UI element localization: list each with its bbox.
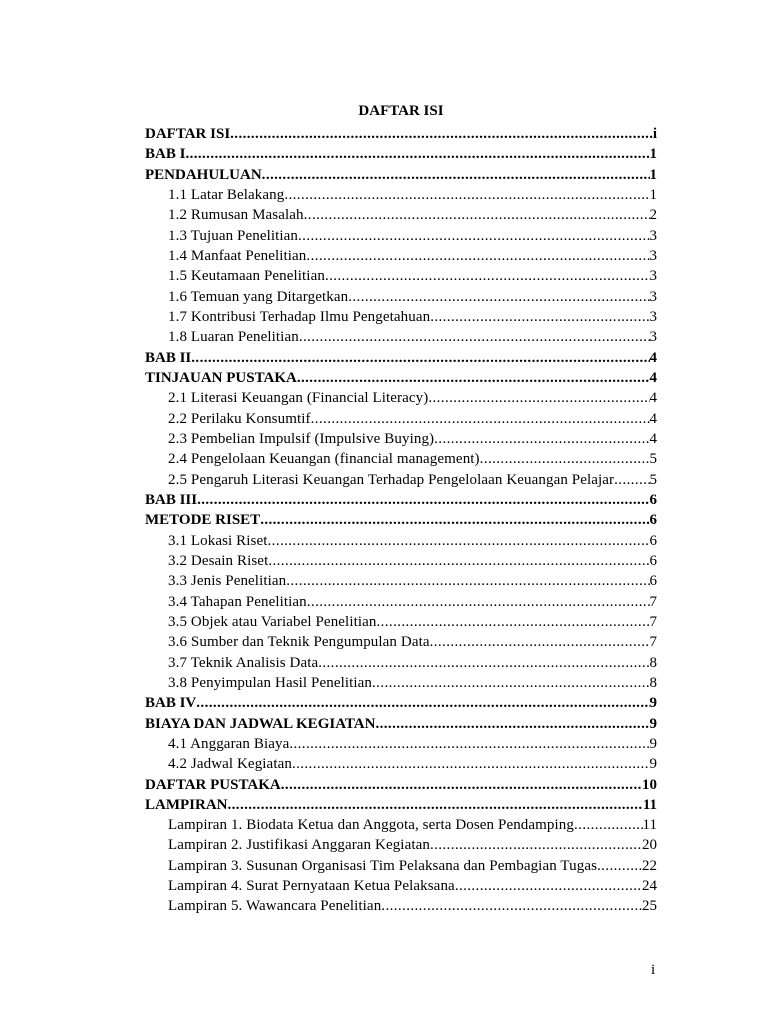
toc-entry-title: 3.4 Tahapan Penelitian [168,593,307,610]
toc-entry-title: 1.6 Temuan yang Ditargetkan [168,288,349,305]
dot-leader [197,490,649,510]
toc-heading-row [145,490,657,510]
dot-leader [325,266,650,286]
dot-leader [228,795,643,815]
page-number: i [651,962,656,978]
toc-page-number: 3 [649,288,657,305]
toc-page-number: 25 [642,898,657,915]
toc-entry-title: 2.4 Pengelolaan Keuangan (financial management) [168,451,480,468]
toc-subentry-row [145,876,657,896]
toc-entry-title: PENDAHULUAN [145,166,262,183]
toc-subentry-row [145,653,657,673]
toc-entry-title: Lampiran 1. Biodata Ketua dan Anggota, serta Dosen Pendamping [168,817,575,834]
dot-leader [381,896,642,916]
toc-page-number: 1 [649,146,657,163]
toc-page-number: 20 [642,837,657,854]
toc-entry-title: BAB I [145,146,186,163]
dot-leader [298,226,649,246]
toc-page-number: 6 [649,512,657,529]
toc-entry-title: Lampiran 4. Surat Pernyataan Ketua Pelaksana [168,878,455,895]
toc-entry-title: 3.8 Penyimpulan Hasil Penelitian [168,674,373,691]
dot-leader [286,571,649,591]
dot-leader [281,775,642,795]
toc-entry-title: BAB II [145,349,192,366]
page-title: DAFTAR ISI [358,103,444,119]
toc-entry-title: 3.6 Sumber dan Teknik Pengumpulan Data [168,634,430,651]
dot-leader [185,144,649,164]
toc-entry-title: 3.2 Desain Riset [168,552,269,569]
dot-leader [372,673,649,693]
toc-entry-title: 2.1 Literasi Keuangan (Financial Literacy) [168,390,429,407]
toc-page-number: 8 [649,654,657,671]
toc-page-number: 4 [649,369,657,386]
toc-page-number: 9 [649,735,657,752]
toc-entry-title: 1.4 Manfaat Penelitian [168,247,307,264]
toc-subentry-row [145,266,657,286]
toc-page-number: 5 [649,451,657,468]
dot-leader [284,185,649,205]
toc-entry-title: 2.2 Perilaku Konsumtif [168,410,311,427]
toc-heading-row [145,775,657,795]
toc-entry-title: 3.7 Teknik Analisis Data [168,654,319,671]
toc-subentry-row [145,632,657,652]
toc-subentry-row [145,815,657,835]
dot-leader [430,632,650,652]
toc-page-number: 1 [649,166,657,183]
dot-leader [230,124,653,144]
toc-page-number: 6 [649,491,657,508]
dot-leader [260,510,649,530]
toc-subentry-row [145,205,657,225]
toc-entry-title: 1.3 Tujuan Penelitian [168,227,299,244]
toc-subentry-row [145,734,657,754]
toc-heading-row [145,124,657,144]
toc-entry-title: 4.2 Jadwal Kegiatan [168,756,292,773]
dot-leader [297,368,650,388]
toc-page-number: 5 [649,471,657,488]
toc-entry-title: BIAYA DAN JADWAL KEGIATAN [145,715,376,732]
toc-subentry-row [145,612,657,632]
toc-entry-title: BAB III [145,491,198,508]
toc-entry-title: 3.3 Jenis Penelitian [168,573,287,590]
toc-subentry-row [145,571,657,591]
toc-entry-title: DAFTAR ISI [145,126,231,142]
toc-subentry-row [145,449,657,469]
dot-leader [434,429,649,449]
toc-entry-title: TINJAUAN PUSTAKA [145,369,297,386]
dot-leader [289,734,649,754]
toc-heading-row [145,144,657,164]
toc-subentry-row [145,185,657,205]
dot-leader [376,612,649,632]
toc-subentry-row [145,226,657,246]
toc-page-number: 6 [649,552,657,569]
toc-subentry-row [145,388,657,408]
toc-heading-row [145,165,657,185]
toc-page-number: 3 [649,268,657,285]
toc-subentry-row [145,470,657,490]
dot-leader [428,388,649,408]
toc-entry-title: 2.5 Pengaruh Literasi Keuangan Terhadap Pengelolaan Keuangan Pelajar [168,471,615,488]
toc-subentry-row [145,246,657,266]
toc-subentry-row [145,551,657,571]
toc-entry-title: METODE RISET [145,512,261,529]
toc-entry-title: 1.1 Latar Belakang [168,186,285,203]
dot-leader [480,449,650,469]
toc-page-number: 3 [649,308,657,325]
toc-page-number: 10 [642,776,657,793]
toc-page-number: 1 [649,186,657,203]
toc-entry-title: 1.2 Rumusan Masalah [168,207,304,224]
toc-subentry-row [145,896,657,916]
toc-entry-title: 3.5 Objek atau Variabel Penelitian [168,613,377,630]
toc-page-number: 3 [649,329,657,346]
table-of-contents [145,124,657,917]
toc-subentry-row [145,754,657,774]
toc-entry-title: LAMPIRAN [145,796,228,813]
dot-leader [430,835,642,855]
toc-page-number: 6 [649,573,657,590]
toc-page-number: 4 [649,430,657,447]
toc-subentry-row [145,856,657,876]
toc-heading-row [145,795,657,815]
dot-leader [574,815,643,835]
toc-entry-title: BAB IV [145,695,197,712]
toc-page-number: 3 [649,227,657,244]
toc-subentry-row [145,287,657,307]
toc-subentry-row [145,531,657,551]
toc-page-number: 4 [649,410,657,427]
toc-entry-title: 1.5 Keutamaan Penelitian [168,268,325,285]
dot-leader [597,856,642,876]
toc-subentry-row [145,835,657,855]
toc-page-number: 11 [642,796,657,813]
dot-leader [292,754,650,774]
toc-page-number: 9 [649,715,657,732]
toc-subentry-row [145,429,657,449]
dot-leader [307,592,650,612]
dot-leader [614,470,649,490]
toc-subentry-row [145,307,657,327]
toc-entry-title: DAFTAR PUSTAKA [145,776,281,793]
toc-entry-title: Lampiran 3. Susunan Organisasi Tim Pelaksana dan Pembagian Tugas [168,857,598,874]
toc-heading-row [145,714,657,734]
toc-page-number: 7 [649,613,657,630]
toc-page-number: 24 [642,878,657,895]
dot-leader [268,551,649,571]
toc-page-number: i [652,126,657,142]
dot-leader [455,876,642,896]
toc-page-number: 9 [649,756,657,773]
toc-subentry-row [145,673,657,693]
toc-subentry-row [145,592,657,612]
toc-entry-title: 1.8 Luaran Penelitian [168,329,299,346]
dot-leader [430,307,649,327]
dot-leader [304,205,650,225]
toc-page-number: 22 [642,857,657,874]
toc-page-number: 9 [649,695,657,712]
dot-leader [375,714,649,734]
toc-entry-title: 3.1 Lokasi Riset [168,532,268,549]
dot-leader [318,653,649,673]
toc-page-number: 2 [649,207,657,224]
toc-entry-title: 4.1 Anggaran Biaya [168,735,290,752]
dot-leader [311,409,650,429]
dot-leader [268,531,650,551]
toc-page-number: 4 [649,349,657,366]
toc-entry-title: 2.3 Pembelian Impulsif (Impulsive Buying) [168,430,435,447]
dot-leader [348,287,649,307]
toc-heading-row [145,348,657,368]
toc-page-number: 7 [649,593,657,610]
toc-page-number: 3 [649,247,657,264]
toc-heading-row [145,510,657,530]
toc-page-number: 4 [649,390,657,407]
toc-entry-title: Lampiran 2. Justifikasi Anggaran Kegiatan [168,837,430,854]
toc-page-number: 11 [642,817,657,834]
toc-entry-title: Lampiran 5. Wawancara Penelitian [168,898,382,915]
toc-subentry-row [145,327,657,347]
dot-leader [196,693,649,713]
dot-leader [191,348,649,368]
toc-heading-row [145,368,657,388]
toc-page-number: 6 [649,532,657,549]
toc-heading-row [145,693,657,713]
toc-entry-title: 1.7 Kontribusi Terhadap Ilmu Pengetahuan [168,308,431,325]
toc-page-number: 8 [649,674,657,691]
dot-leader [306,246,649,266]
dot-leader [299,327,650,347]
toc-subentry-row [145,409,657,429]
toc-page-number: 7 [649,634,657,651]
dot-leader [262,165,650,185]
